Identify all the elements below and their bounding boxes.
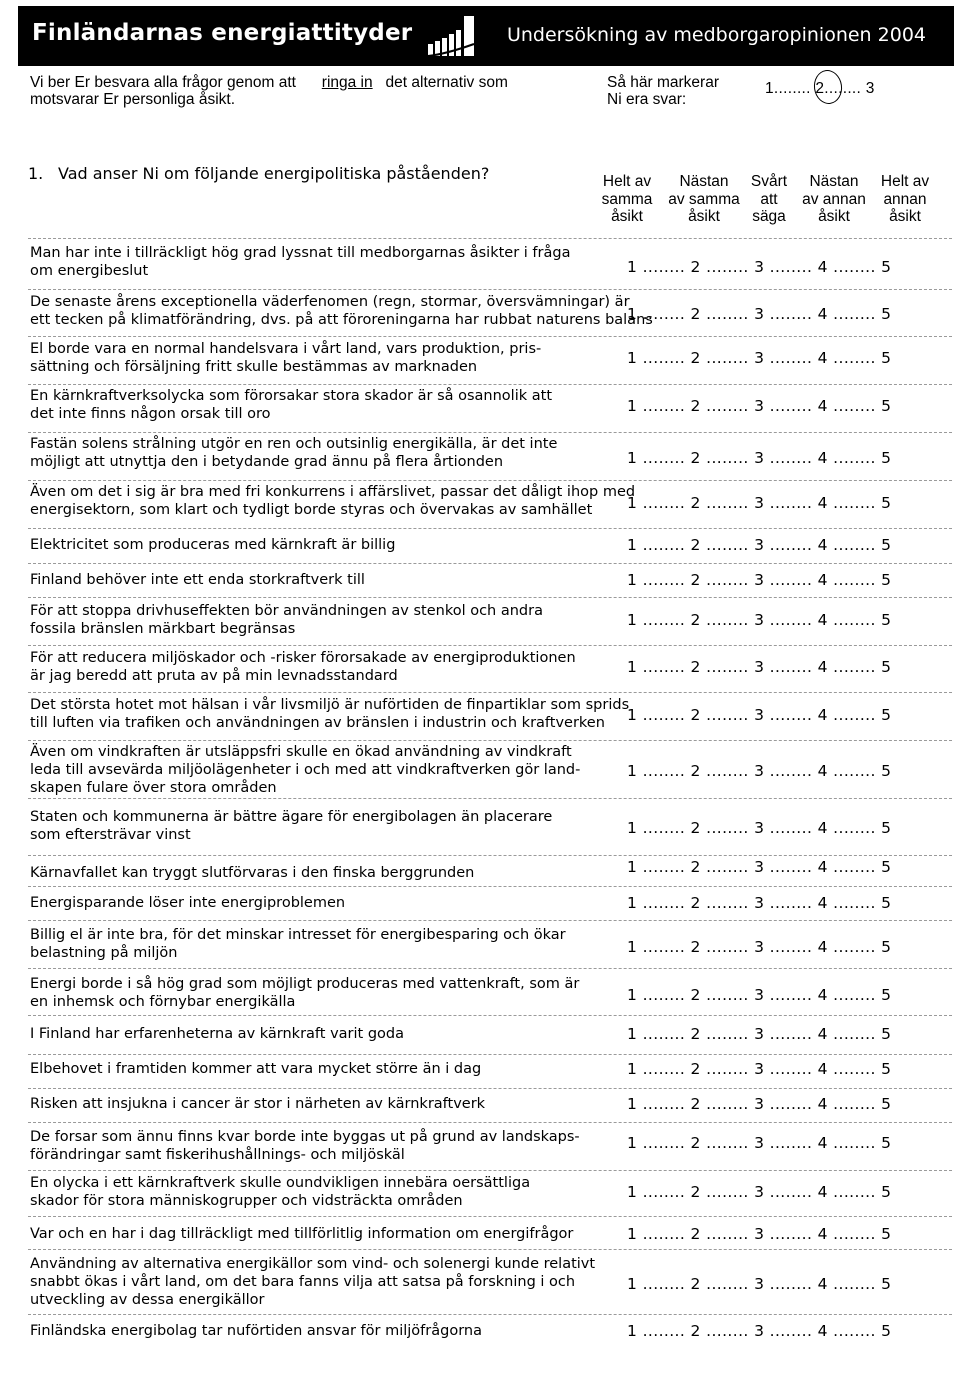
example-scale: 1........ 2........ 3 (765, 80, 875, 97)
answer-scale[interactable]: 1 ........ 2 ........ 3 ........ 4 ........ 5 (627, 1060, 892, 1078)
statement-line: energisektorn, som klart och tydligt borde styras och övervakas av samhället (30, 502, 593, 518)
statement-line: En olycka i ett kärnkraftverk skulle oundvikligen innebära oersättliga (30, 1175, 531, 1191)
row-divider (28, 1314, 952, 1315)
statement-text (30, 1095, 610, 1113)
statement-line: fossila bränslen märkbart begränsas (30, 621, 296, 637)
statement-line: är jag beredd att pruta av på min levnadsstandard (30, 668, 398, 684)
statement-line: De senaste årens exceptionella väderfenomen (regn, stormar, översvämningar) är (30, 294, 630, 310)
answer-scale[interactable]: 1 ........ 2 ........ 3 ........ 4 ........ 5 (627, 494, 892, 512)
answer-scale[interactable]: 1 ........ 2 ........ 3 ........ 4 ........ 5 (627, 397, 892, 415)
statement-line: om energibeslut (30, 263, 149, 279)
header-bar (18, 6, 954, 66)
statement-line: Elektricitet som produceras med kärnkraft är billig (30, 537, 396, 553)
column-header-line: säga (752, 208, 786, 225)
row-divider (28, 886, 952, 887)
column-header-line: att (760, 190, 778, 208)
row-divider (28, 597, 952, 598)
statement-line: möjligt att utnyttja den i betydande grad ännu på flera årtionden (30, 454, 504, 470)
answer-scale[interactable]: 1 ........ 2 ........ 3 ........ 4 ........ 5 (627, 305, 892, 323)
statement-line: utveckling av dessa energikällor (30, 1292, 265, 1308)
column-header-line: Svårt (750, 173, 788, 190)
row-divider (28, 968, 952, 969)
row-divider (28, 289, 952, 290)
statement-text (30, 926, 610, 962)
statement-text (30, 1025, 610, 1043)
statement-line: snabbt ökas i vårt land, om det bara fanns vilja att satsa på forskning i och (30, 1274, 576, 1290)
statement-line: Energisparande löser inte energiproblemen (30, 895, 346, 911)
statement-text (30, 649, 610, 685)
statement-line: skador för stora människogrupper och vidsträckta områden (30, 1193, 463, 1209)
answer-scale[interactable]: 1 ........ 2 ........ 3 ........ 4 ........ 5 (627, 1183, 892, 1201)
answer-scale[interactable]: 1 ........ 2 ........ 3 ........ 4 ........ 5 (627, 571, 892, 589)
column-header-line: åsikt (818, 208, 850, 225)
row-divider (28, 480, 952, 481)
statement-line: en inhemsk och förnybar energikälla (30, 994, 296, 1010)
statement-text (30, 602, 610, 638)
column-header-line: åsikt (889, 208, 921, 225)
statement-line: Även om vindkraften är utsläppsfri skulle en ökad användning av vindkraft (30, 744, 572, 760)
column-header-line: samma (601, 190, 653, 208)
column-header-line: Helt av (880, 173, 930, 190)
answer-scale[interactable]: 1 ........ 2 ........ 3 ........ 4 ........ 5 (627, 706, 892, 724)
statement-text (30, 435, 610, 471)
statement-text (30, 1174, 610, 1210)
statement-line: De forsar som ännu finns kvar borde inte byggas ut på grund av landskaps- (30, 1129, 580, 1145)
statement-line: det inte finns någon orsak till oro (30, 406, 271, 422)
row-divider (28, 432, 952, 433)
row-divider (28, 1015, 952, 1016)
example-label-1: Så här markerar (607, 74, 719, 91)
column-header-line: annan (883, 190, 927, 208)
column-header-line: åsikt (611, 208, 643, 225)
row-divider (28, 1249, 952, 1250)
answer-scale[interactable]: 1 ........ 2 ........ 3 ........ 4 ........ 5 (627, 349, 892, 367)
statement-line: En kärnkraftverksolycka som förorsakar stora skador är så osannolik att (30, 388, 552, 404)
document-title: Finländarnas energiattityder (32, 20, 413, 46)
row-divider (28, 1054, 952, 1055)
answer-scale[interactable]: 1 ........ 2 ........ 3 ........ 4 ........ 5 (627, 938, 892, 956)
instruction-line-2: motsvarar Er personliga åsikt. (30, 91, 236, 108)
statement-line: Kärnavfallet kan tryggt slutförvaras i den finska berggrunden (30, 865, 475, 881)
column-header-line: Nästan (679, 173, 729, 190)
statement-text (30, 894, 610, 912)
row-divider (28, 1170, 952, 1171)
statement-text (30, 293, 653, 329)
row-divider (28, 528, 952, 529)
instruction-emphasis: ringa in (321, 74, 373, 91)
answer-scale[interactable]: 1 ........ 2 ........ 3 ........ 4 ........ 5 (627, 1275, 892, 1293)
statement-line: El borde vara en normal handelsvara i vårt land, vars produktion, pris- (30, 341, 542, 357)
statement-line: Elbehovet i framtiden kommer att vara mycket större än i dag (30, 1061, 482, 1077)
answer-scale[interactable]: 1 ........ 2 ........ 3 ........ 4 ........ 5 (627, 258, 892, 276)
statement-line: skapen fulare över stora områden (30, 780, 277, 796)
statement-line: Användning av alternativa energikällor som vind- och solenergi kunde relativt (30, 1256, 596, 1272)
answer-scale[interactable]: 1 ........ 2 ........ 3 ........ 4 ........ 5 (627, 449, 892, 467)
statement-line: ett tecken på klimatförändring, dvs. på att föroreningarna har rubbat naturens balans (30, 312, 653, 328)
statement-line: leda till avsevärda miljöolägenheter i och med att vindkraftverken gör land- (30, 762, 581, 778)
statement-line: som eftersträvar vinst (30, 827, 191, 843)
statement-text (30, 975, 610, 1011)
row-divider (28, 336, 952, 337)
statement-line: I Finland har erfarenheterna av kärnkraft varit goda (30, 1026, 404, 1042)
statement-line: Även om det i sig är bra med fri konkurrens i affärslivet, passar det dåligt ihop med (30, 484, 636, 500)
statement-text (30, 1128, 610, 1164)
answer-scale[interactable]: 1 ........ 2 ........ 3 ........ 4 ........ 5 (627, 858, 892, 876)
statement-text (30, 1060, 610, 1078)
answer-scale[interactable]: 1 ........ 2 ........ 3 ........ 4 ........ 5 (627, 894, 892, 912)
statement-text (30, 1255, 610, 1309)
example-label-2: Ni era svar: (607, 91, 687, 108)
statement-line: Risken att insjukna i cancer är stor i närheten av kärnkraftverk (30, 1096, 486, 1112)
column-header-line: av annan (802, 190, 866, 208)
row-divider (28, 1088, 952, 1089)
statement-line: Var och en har i dag tillräckligt med tillförlitlig information om energifrågor (30, 1226, 574, 1242)
document-subtitle: Undersökning av medborgaropinionen 2004 (506, 24, 926, 46)
answer-scale[interactable]: 1 ........ 2 ........ 3 ........ 4 ........ 5 (627, 536, 892, 554)
answer-scale[interactable]: 1 ........ 2 ........ 3 ........ 4 ........ 5 (627, 611, 892, 629)
statement-line: sättning och försäljning fritt skulle bestämmas av marknaden (30, 359, 478, 375)
statement-text (30, 244, 610, 280)
example-circle-mark (812, 68, 844, 106)
instruction-text: Vi ber Er besvara alla frågor genom att (30, 74, 296, 91)
question-number: 1. (28, 164, 44, 183)
statement-text (30, 483, 636, 519)
answer-scale[interactable]: 1 ........ 2 ........ 3 ........ 4 ........ 5 (627, 819, 892, 837)
statement-text (30, 743, 610, 797)
statement-text (30, 696, 630, 732)
row-divider (28, 855, 952, 856)
statement-line: belastning på miljön (30, 945, 178, 961)
answer-scale[interactable]: 1 ........ 2 ........ 3 ........ 4 ........ 5 (627, 1025, 892, 1043)
question-heading (28, 164, 489, 183)
bar-graph-logo-icon (426, 14, 482, 60)
row-divider (28, 1122, 952, 1123)
statement-text (30, 340, 610, 376)
statement-line: Staten och kommunerna är bättre ägare för energibolagen än placerare (30, 809, 553, 825)
statement-line: förändringar samt fiskerihushållnings- och miljöskäl (30, 1147, 405, 1163)
column-header-line: Nästan (809, 173, 859, 190)
statement-line: Billig el är inte bra, för det minskar intresset för energibesparing och ökar (30, 927, 566, 943)
row-divider (28, 645, 952, 646)
statement-line: Man har inte i tillräckligt hög grad lyssnat till medborgarnas åsikter i fråga (30, 245, 571, 261)
statement-text (30, 536, 610, 554)
statement-text (30, 1225, 610, 1243)
answer-scale[interactable]: 1 ........ 2 ........ 3 ........ 4 ........ 5 (627, 658, 892, 676)
statement-line: För att reducera miljöskador och -risker förorsakade av energiproduktionen (30, 650, 576, 666)
statement-text (30, 571, 610, 589)
statement-text (30, 387, 610, 423)
answer-scale[interactable]: 1 ........ 2 ........ 3 ........ 4 ........ 5 (627, 1322, 892, 1340)
question-text: Vad anser Ni om följande energipolitiska påståenden? (58, 164, 490, 183)
row-divider (28, 1216, 952, 1217)
column-header-line: åsikt (688, 208, 720, 225)
statement-text (30, 1322, 610, 1340)
statement-line: För att stoppa drivhuseffekten bör användningen av stenkol och andra (30, 603, 543, 619)
row-divider (28, 740, 952, 741)
answer-scale[interactable]: 1 ........ 2 ........ 3 ........ 4 ........ 5 (627, 1225, 892, 1243)
column-header-line: av samma (668, 190, 740, 208)
instruction-text: det alternativ som (385, 74, 508, 91)
statement-line: Finländska energibolag tar nuförtiden ansvar för miljöfrågorna (30, 1323, 482, 1339)
row-divider (28, 563, 952, 564)
column-header-line: Helt av (602, 173, 652, 190)
answer-scale[interactable]: 1 ........ 2 ........ 3 ........ 4 ........ 5 (627, 1095, 892, 1113)
row-divider (28, 384, 952, 385)
statement-line: Energi borde i så hög grad som möjligt produceras med vattenkraft, som är (30, 976, 580, 992)
row-divider (28, 798, 952, 799)
row-divider (28, 920, 952, 921)
statement-line: Finland behöver inte ett enda storkraftverk till (30, 572, 365, 588)
answer-scale[interactable]: 1 ........ 2 ........ 3 ........ 4 ........ 5 (627, 986, 892, 1004)
answer-scale[interactable]: 1 ........ 2 ........ 3 ........ 4 ........ 5 (627, 1134, 892, 1152)
statement-text (30, 864, 610, 882)
instruction-line-1 (30, 74, 508, 91)
row-divider (28, 238, 952, 239)
statement-line: Det största hotet mot hälsan i vår livsmiljö är nuförtiden de finpartiklar som sprids (30, 697, 630, 713)
statement-text (30, 808, 610, 844)
statement-line: Fastän solens strålning utgör en ren och outsinlig energikälla, är det inte (30, 436, 558, 452)
row-divider (28, 692, 952, 693)
column-header (860, 173, 950, 226)
answer-scale[interactable]: 1 ........ 2 ........ 3 ........ 4 ........ 5 (627, 762, 892, 780)
statement-line: till luften via trafiken och användningen av bränslen i industrin och kraftverken (30, 715, 605, 731)
